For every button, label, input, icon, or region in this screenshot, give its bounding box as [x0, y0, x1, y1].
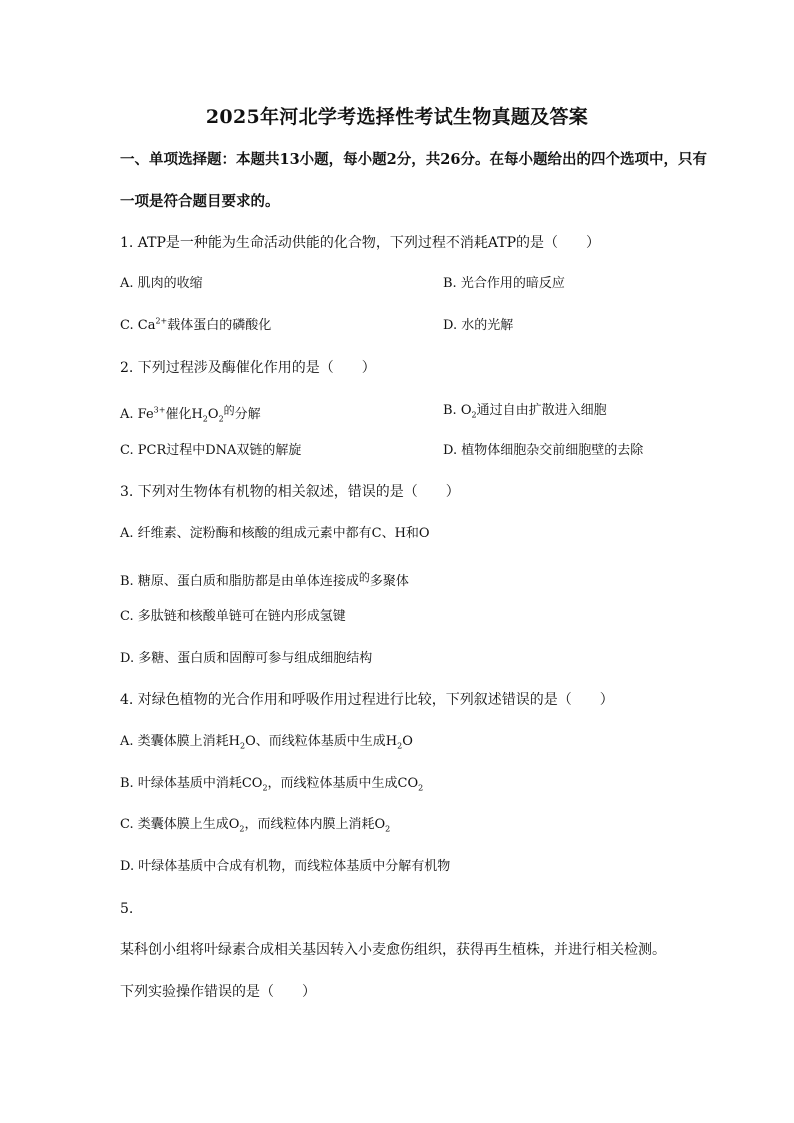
q4-a-3: O: [402, 734, 413, 749]
q2-stem: 2. 下列过程涉及酶催化作用的是（ ）: [120, 360, 376, 376]
q3-b-post: 多聚体: [369, 574, 409, 589]
q4-b-1: B. 叶绿体基质中消耗CO: [120, 776, 263, 791]
q1-c-sup: 2+: [155, 316, 168, 326]
section-heading-line2: 一项是符合题目要求的。: [120, 193, 280, 210]
q4-c-1: C. 类囊体膜上生成O: [120, 817, 240, 832]
q4-option-d: D. 叶绿体基质中合成有机物，而线粒体基质中分解有机物: [120, 859, 451, 874]
q4-b-2: ，而线粒体基质中生成CO: [267, 776, 419, 791]
q4-a-sub1: 2: [240, 741, 246, 751]
q2-a-sup: 3+: [153, 405, 166, 415]
q4-c-2: ，而线粒体内膜上消耗O: [244, 817, 386, 832]
q5-stem-line2: 下列实验操作错误的是（ ）: [120, 984, 316, 1000]
q4-b-sub1: 2: [262, 783, 268, 793]
q4-option-c: [120, 815, 390, 835]
q3-option-a: A. 纤维素、淀粉酶和核酸的组成元素中都有C、H和O: [120, 526, 430, 541]
section-heading-line1: 一、单项选择题：本题共13小题，每小题2分，共26分。在每小题给出的四个选项中，只有: [120, 151, 707, 168]
q2-b-sub: 2: [471, 410, 477, 420]
q4-a-1: A. 类囊体膜上消耗H: [120, 734, 240, 749]
q2-b-pre: B. O: [443, 403, 472, 418]
q3-option-c: C. 多肽链和核酸单链可在链内形成氢键: [120, 609, 346, 624]
q2-option-b: [443, 401, 607, 421]
q3-stem: 3. 下列对生物体有机物的相关叙述，错误的是（ ）: [120, 484, 460, 500]
q2-a-sub2: 2: [218, 414, 224, 424]
q1-c-pre: C. Ca: [120, 318, 156, 333]
q4-option-b: [120, 774, 423, 794]
q5-stem-line1: 某科创小组将叶绿素合成相关基因转入小麦愈伤组织，获得再生植株，并进行相关检测。: [120, 942, 666, 958]
q1-option-a: A. 肌肉的收缩: [120, 276, 203, 291]
q4-c-sub1: 2: [239, 824, 245, 834]
q5-number: 5.: [120, 901, 134, 917]
q1-option-b: B. 光合作用的暗反应: [443, 276, 565, 291]
q4-option-a: [120, 732, 413, 752]
q2-a-mid: 催化H: [165, 407, 203, 422]
q4-c-sub2: 2: [385, 824, 391, 834]
q2-a-sub1: 2: [202, 414, 208, 424]
q2-option-d: D. 植物体细胞杂交前细胞壁的去除: [443, 443, 644, 458]
q2-option-c: C. PCR过程中DNA双链的解旋: [120, 443, 302, 458]
q4-b-sub2: 2: [418, 783, 424, 793]
q3-option-b: [120, 568, 409, 592]
q3-b-pre: B. 糖原、蛋白质和脂肪都是由单体连接成: [120, 574, 359, 589]
q4-stem: 4. 对绿色植物的光合作用和呼吸作用过程进行比较，下列叙述错误的是（ ）: [120, 692, 614, 708]
q1-c-post: 载体蛋白的磷酸化: [167, 318, 272, 333]
q2-a-de: 的: [223, 404, 235, 417]
q2-a-post: 分解: [234, 407, 261, 422]
q2-a-pre: A. Fe: [120, 407, 154, 422]
q1-option-c: [120, 316, 271, 336]
q2-b-post: 通过自由扩散进入细胞: [476, 403, 607, 418]
q3-b-de: 的: [358, 571, 370, 584]
q2-option-a: [120, 401, 261, 425]
q2-a-mid2: O: [207, 407, 219, 422]
q4-a-sub2: 2: [397, 741, 403, 751]
q1-option-d: D. 水的光解: [443, 318, 514, 333]
q3-option-d: D. 多糖、蛋白质和固醇可参与组成细胞结构: [120, 651, 373, 666]
q1-stem: 1. ATP是一种能为生命活动供能的化合物，下列过程不消耗ATP的是（ ）: [120, 235, 601, 251]
page-title: 2025年河北学考选择性考试生物真题及答案: [205, 106, 589, 128]
q4-a-2: O、而线粒体基质中生成H: [245, 734, 398, 749]
